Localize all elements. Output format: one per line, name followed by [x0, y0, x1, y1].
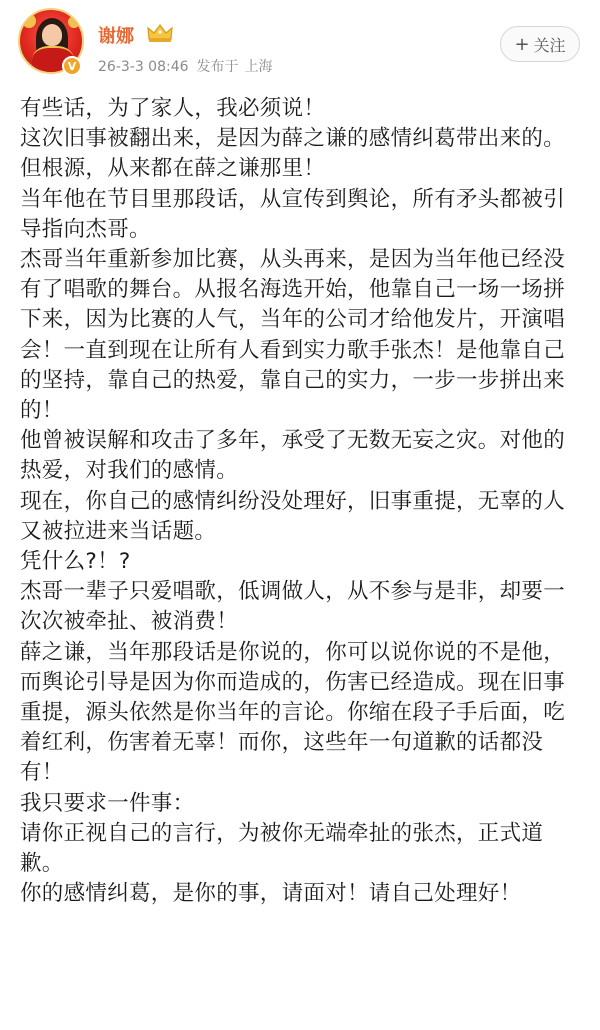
avatar-face	[42, 24, 62, 46]
post-paragraph: 凭什么?！?	[20, 549, 131, 575]
post-paragraph: 现在，你自己的感情纠纷没处理好，旧事重提，无辜的人又被拉进来当话题。	[20, 488, 566, 544]
post-paragraph: 薛之谦，当年那段话是你说的，你可以说你说的不是他，而舆论引导是因为你而造成的，伤害已经造成。现在旧事重提，源头依然是你当年的言论。你缩在段子手后面，吃着红利，伤害着无辜！而你，这些年一句道歉的话都没有！	[20, 639, 566, 786]
post-meta	[98, 56, 273, 76]
post-header	[0, 0, 600, 92]
post-paragraph: 但根源，从来都在薛之谦那里！	[20, 156, 326, 182]
verified-badge-icon: V	[62, 56, 82, 76]
post-paragraph: 这次旧事被翻出来，是因为薛之谦的感情纠葛带出来的。	[20, 126, 566, 152]
plus-icon: +	[514, 33, 530, 55]
username[interactable]: 谢娜	[98, 26, 134, 47]
post-paragraph: 他曾被误解和攻击了多年，承受了无数无妄之灾。对他的热爱，对我们的感情。	[20, 428, 566, 484]
follow-label: 关注	[533, 35, 566, 55]
post-paragraph: 杰哥当年重新参加比赛，从头再来，是因为当年他已经没有了唱歌的舞台。从报名海选开始，他靠自己一场一场拼下来，因为比赛的人气，当年的公司才给他发片，开演唱会！一直到现在让所有人看到实力歌手张杰！是他靠自己的坚持，靠自己的热爱，靠自己的实力，一步一步拼出来的！	[20, 247, 566, 424]
post-paragraph: 请你正视自己的言行，为被你无端牵扯的张杰，正式道歉。	[20, 820, 544, 877]
crown-icon	[146, 22, 174, 44]
post-location: 上海	[244, 59, 273, 75]
post-paragraph: 杰哥一辈子只爱唱歌，低调做人，从不参与是非，却要一次次被牵扯、被消费！	[20, 579, 566, 635]
post-paragraph: 你的感情纠葛，是你的事，请面对！请自己处理好！	[20, 881, 522, 907]
follow-button[interactable]	[500, 26, 580, 62]
post-paragraph: 当年他在节目里那段话，从宣传到舆论，所有矛头都被引导指向杰哥。	[20, 186, 566, 242]
avatar-decoration	[68, 16, 80, 28]
avatar-decoration	[22, 14, 36, 28]
post-paragraph: 我只要求一件事：	[20, 790, 195, 816]
post-source-prefix: 发布于	[196, 59, 239, 75]
post-paragraph: 有些话，为了家人，我必须说！	[20, 96, 326, 121]
post-timestamp: 26-3-3 08:46	[98, 59, 189, 75]
post-body	[20, 94, 586, 909]
